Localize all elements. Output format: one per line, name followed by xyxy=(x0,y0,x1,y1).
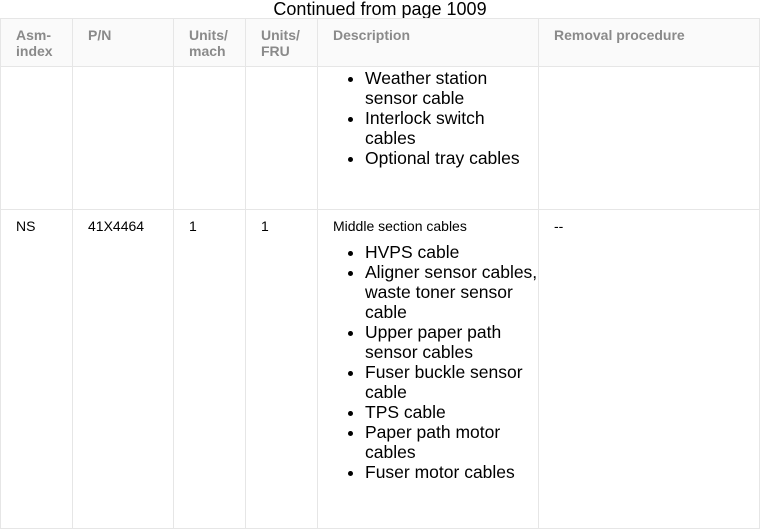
cell-asm-index xyxy=(1,67,73,210)
cell-removal xyxy=(539,210,760,529)
cell-units-fru xyxy=(246,210,318,529)
header-removal-procedure: Removal procedure xyxy=(539,19,760,67)
table-row-ns xyxy=(1,210,760,529)
cell-units-mach xyxy=(174,67,246,210)
units-mach-value: 1 xyxy=(189,218,197,234)
header-description: Description xyxy=(318,19,539,67)
header-units-mach: Units/ mach xyxy=(174,19,246,67)
cell-description xyxy=(318,67,539,210)
cell-asm-index xyxy=(1,210,73,529)
header-units-fru: Units/ FRU xyxy=(246,19,318,67)
cell-units-fru xyxy=(246,67,318,210)
cell-units-mach xyxy=(174,210,246,529)
list-item: • Upper paper path sensor cables xyxy=(365,322,538,362)
cell-pn xyxy=(73,67,174,210)
header-row xyxy=(1,19,760,67)
cell-description xyxy=(318,210,539,529)
header-asm-index: Asm- index xyxy=(1,19,73,67)
description-intro: Middle section cables xyxy=(333,218,467,234)
list-item: • TPS cable xyxy=(365,402,538,422)
pn-value: 41X4464 xyxy=(88,218,145,234)
parts-table xyxy=(0,18,760,529)
removal-value: -- xyxy=(554,218,564,234)
continued-caption: Continued from page 1009 xyxy=(273,0,487,19)
list-item: • Interlock switch cables xyxy=(365,108,538,148)
header-pn: P/N xyxy=(73,19,174,67)
description-list xyxy=(318,234,538,482)
cell-removal xyxy=(539,67,760,210)
table-row-continued xyxy=(1,67,760,210)
list-item: • HVPS cable xyxy=(365,242,538,262)
list-item: • Paper path motor cables xyxy=(365,422,538,462)
list-item: • Aligner sensor cables, waste toner sensor cable xyxy=(365,262,538,322)
list-item: • Weather station sensor cable xyxy=(365,68,538,108)
list-item: • Optional tray cables xyxy=(365,148,538,168)
description-list xyxy=(318,67,538,168)
asm-index-value: NS xyxy=(16,218,36,234)
units-fru-value: 1 xyxy=(261,218,269,234)
list-item: • Fuser motor cables xyxy=(365,462,538,482)
cell-pn xyxy=(73,210,174,529)
list-item: • Fuser buckle sensor cable xyxy=(365,362,538,402)
